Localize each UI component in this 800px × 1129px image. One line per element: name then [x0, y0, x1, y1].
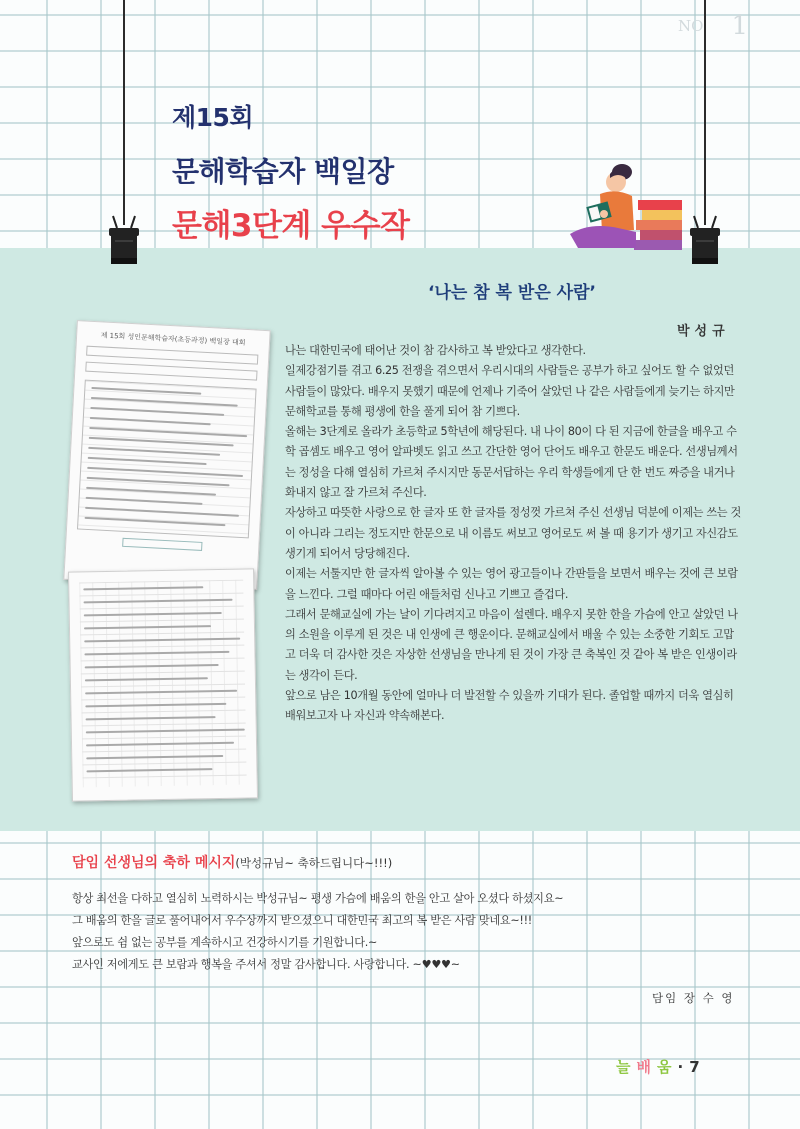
- handwriting-stroke: [89, 437, 234, 447]
- hanging-string-right: [704, 0, 706, 225]
- handwriting-stroke: [88, 457, 207, 465]
- no-label: NO: [678, 17, 704, 35]
- handwriting-stroke: [91, 387, 201, 395]
- scanned-entry-page-1: [63, 320, 270, 590]
- scan-form-field: [85, 362, 257, 381]
- handwriting-stroke: [86, 487, 216, 496]
- page-number-mark: [678, 8, 748, 41]
- title-block: [172, 98, 409, 245]
- handwriting-stroke: [86, 742, 234, 747]
- footer-separator: ·: [677, 1058, 684, 1076]
- teacher-message: [72, 852, 752, 976]
- handwriting-stroke: [85, 703, 226, 707]
- message-signature: 담임 장 수 영: [652, 991, 735, 1005]
- message-subtitle: (박성규님~ 축하드립니다~!!!): [235, 856, 393, 870]
- scan-form-field: [86, 346, 258, 365]
- footer-logo-char: 배: [636, 1058, 651, 1076]
- handwriting-stroke: [85, 690, 237, 695]
- handwriting-stroke: [86, 755, 223, 759]
- essay-paragraph: 올해는 3단계로 올라가 초등학교 5학년에 해당된다. 내 나이 80이 다 된 지금에 한글을 배우고 수학 곱셈도 배우고 영어 알파벳도 읽고 쓰고 간단한 영어 단어도 배우고 한문도 배운다. 선생님께서는 정성을 다해 열심히 가르쳐 주시지만 동문서답하는 우리 학생들에게 단 한 번도 짜증을 내거나 화내지 않고 잘 가르쳐 주신다.: [285, 425, 738, 500]
- handwriting-stroke: [84, 625, 211, 629]
- scan-stamp: [122, 538, 202, 551]
- handwriting-stroke: [86, 716, 216, 720]
- essay-paragraph: 그래서 문해교실에 가는 날이 기다려지고 마음이 설렌다. 배우지 못한 한을 가슴에 안고 살았던 나의 소원을 이루게 된 것은 내 인생에 큰 행운이다. 문해교실에서 배울 수 있는 소중한 기회도 고맙고 더욱 더 감사한 것은 자상한 선생님을 만나게 된 것이 가장 큰 축복인 것 같아 복 받은 인생이라는 생각이 든다.: [285, 607, 738, 682]
- no-value: 1: [731, 11, 748, 41]
- handwriting-stroke: [85, 517, 226, 526]
- binder-clip-right-icon: [686, 214, 724, 266]
- handwriting-stroke: [85, 507, 239, 517]
- handwriting-stroke: [85, 664, 219, 668]
- essay-paragraph: 앞으로 남은 10개월 동안에 얼마나 더 발전할 수 있을까 기대가 된다. 졸업할 때까지 더욱 열심히 배워보고자 나 자신과 약속해본다.: [285, 689, 734, 723]
- handwriting-stroke: [86, 729, 245, 734]
- message-line: 앞으로도 쉼 없는 공부를 계속하시고 건강하시기를 기원합니다.~: [72, 936, 378, 949]
- handwriting-stroke: [85, 677, 208, 681]
- title-edition: 제15회: [172, 103, 254, 132]
- essay-paragraph: 자상하고 따뜻한 사랑으로 한 글자 또 한 글자를 정성껏 가르쳐 주신 선생님 덕분에 이제는 쓰는 것이 아니라 그리는 정도지만 한문으로 내 이름도 써보고 영어로도 써 볼 때 용기가 생기고 자신감도 생기게 되어서 당당해진다.: [285, 506, 741, 560]
- essay-paragraph: 일제강점기를 겪고 6.25 전쟁을 겪으면서 우리시대의 사람들은 공부가 하고 싶어도 할 수 없었던 사람들이 많았다. 배우지 못했기 때문에 언제나 기죽어 살았던 나 같은 사람들에게 늦기는 하지만 문해학교를 통해 평생에 한을 풀게 되어 참 기쁘다.: [285, 364, 735, 418]
- scan-manuscript-grid: [79, 580, 247, 788]
- message-line: 교사인 저에게도 큰 보람과 행복을 주셔서 정말 감사합니다. 사랑합니다. ~♥♥♥~: [72, 958, 460, 971]
- essay-paragraph: 이제는 서툴지만 한 글자씩 알아볼 수 있는 영어 광고들이나 간판들을 보면서 배우는 것에 큰 보람을 느낀다. 그럴 때마다 어린 애들처럼 신나고 기쁘고 즐겁다.: [285, 567, 738, 601]
- scan-writing-area: [77, 380, 257, 539]
- scan-form-title: 제 15회 성인문해학습자(초등과정) 백일장 대회: [100, 331, 246, 347]
- essay-title: ‘나는 참 복 받은 사람’: [428, 283, 596, 303]
- message-body: [72, 888, 752, 976]
- handwriting-stroke: [90, 417, 211, 425]
- essay-paragraph: 나는 대한민국에 태어난 것이 참 감사하고 복 받았다고 생각한다.: [285, 344, 586, 357]
- handwriting-stroke: [86, 497, 203, 505]
- footer-logo-char: 움: [657, 1058, 672, 1076]
- message-line: 그 배움의 한을 글로 풀어내어서 우수상까지 받으셨으니 대한민국 최고의 복 받은 사람 맞네요~!!!: [72, 914, 532, 927]
- handwriting-stroke: [84, 599, 233, 604]
- handwriting-stroke: [83, 586, 203, 590]
- handwriting-stroke: [87, 477, 230, 486]
- reading-woman-illustration-icon: [560, 152, 690, 252]
- handwriting-stroke: [91, 397, 238, 407]
- handwriting-stroke: [90, 407, 224, 416]
- hanging-string-left: [123, 0, 125, 225]
- scanned-entry-page-2: [68, 568, 258, 801]
- footer-logo-char: 늘: [616, 1058, 631, 1076]
- page-footer: [616, 1056, 700, 1077]
- binder-clip-left-icon: [105, 214, 143, 266]
- handwriting-stroke: [84, 638, 240, 643]
- handwriting-stroke: [84, 612, 222, 616]
- title-contest: 문해학습자 백일장: [172, 155, 394, 188]
- handwriting-stroke: [88, 447, 220, 456]
- message-title: 담임 선생님의 축하 메시지: [72, 855, 236, 871]
- handwriting-stroke: [87, 467, 243, 477]
- title-award: 문해3단계 우수작: [172, 208, 410, 244]
- handwriting-stroke: [84, 651, 229, 656]
- message-heading: [72, 852, 752, 872]
- message-line: 항상 최선을 다하고 열심히 노력하시는 박성규님~ 평생 가슴에 배움의 한을 안고 살아 오셨다 하셨지요~: [72, 892, 564, 905]
- essay-body: [285, 341, 741, 727]
- essay-author: 박성규: [677, 324, 730, 339]
- handwriting-stroke: [86, 768, 212, 772]
- handwriting-stroke: [89, 427, 247, 437]
- footer-page-number: 7: [689, 1058, 700, 1076]
